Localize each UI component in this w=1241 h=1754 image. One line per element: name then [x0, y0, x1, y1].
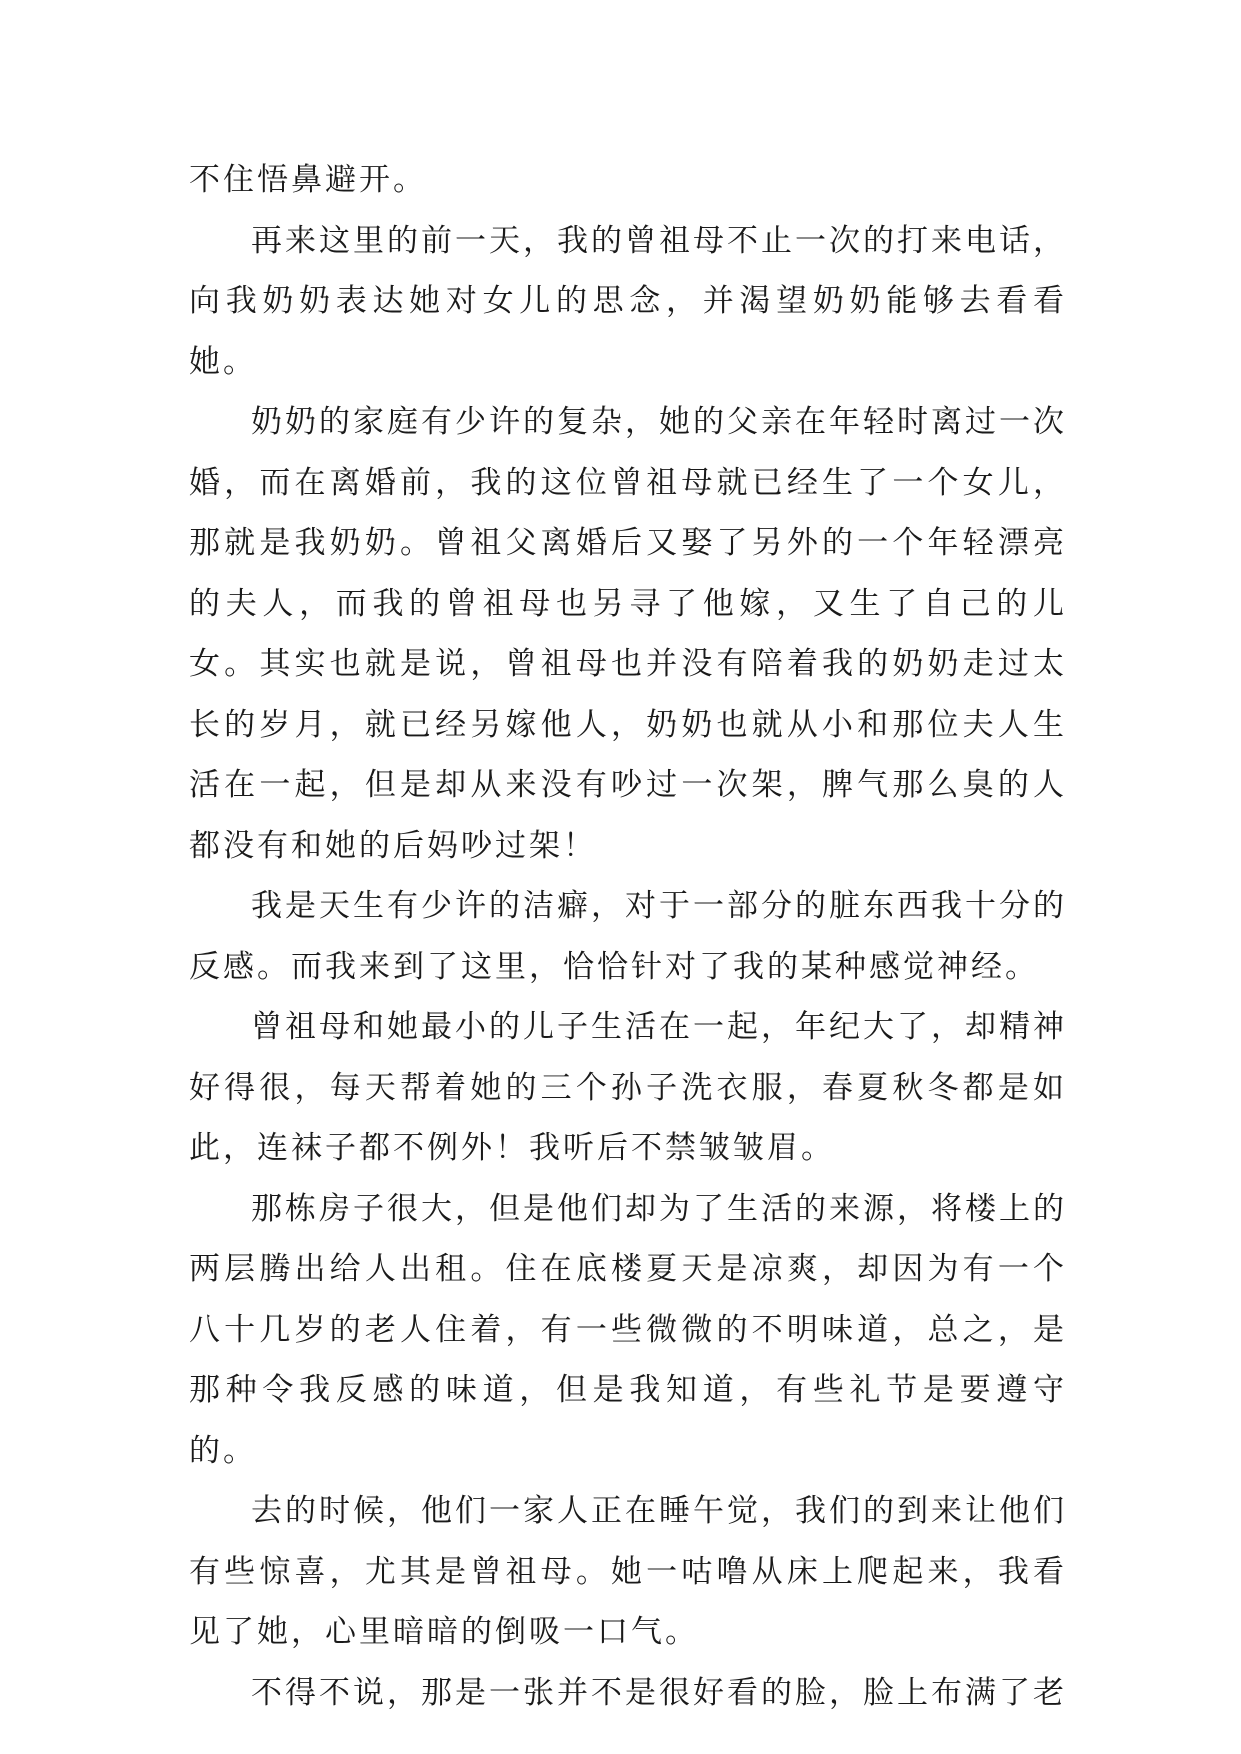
paragraph: 奶奶的家庭有少许的复杂，她的父亲在年轻时离过一次婚，而在离婚前，我的这位曾祖母就已经生了一个女儿，那就是我奶奶。曾祖父离婚后又娶了另外的一个年轻漂亮的夫人，而我的曾祖母也另寻了他嫁，又生了自己的儿女。其实也就是说，曾祖母也并没有陪着我的奶奶走过太长的岁月，就已经另嫁他人，奶奶也就从小和那位夫人生活在一起，但是却从来没有吵过一次架，脾气那么臭的人都没有和她的后妈吵过架！ [189, 404, 1067, 864]
paragraph: 再来这里的前一天，我的曾祖母不止一次的打来电话，向我奶奶表达她对女儿的思念，并渴望奶奶能够去看看她。 [189, 222, 1067, 380]
document-body [189, 150, 1067, 1723]
paragraph: 不得不说，那是一张并不是很好看的脸，脸上布满了老 [251, 1674, 1067, 1711]
paragraph-continued: 不住悟鼻避开。 [189, 162, 427, 198]
paragraph: 曾祖母和她最小的儿子生活在一起，年纪大了，却精神好得很，每天帮着她的三个孙子洗衣服，春夏秋冬都是如此，连袜子都不例外！我听后不禁皱皱眉。 [189, 1009, 1067, 1166]
paragraph: 去的时候，他们一家人正在睡午觉，我们的到来让他们有些惊喜，尤其是曾祖母。她一咕噜从床上爬起来，我看见了她，心里暗暗的倒吸一口气。 [189, 1493, 1067, 1650]
paragraph: 那栋房子很大，但是他们却为了生活的来源，将楼上的两层腾出给人出租。住在底楼夏天是凉爽，却因为有一个八十几岁的老人住着，有一些微微的不明味道，总之，是那种令我反感的味道，但是我知道，有些礼节是要遵守的。 [189, 1190, 1067, 1469]
paragraph: 我是天生有少许的洁癖，对于一部分的脏东西我十分的反感。而我来到了这里，恰恰针对了我的某种感觉神经。 [189, 888, 1067, 985]
